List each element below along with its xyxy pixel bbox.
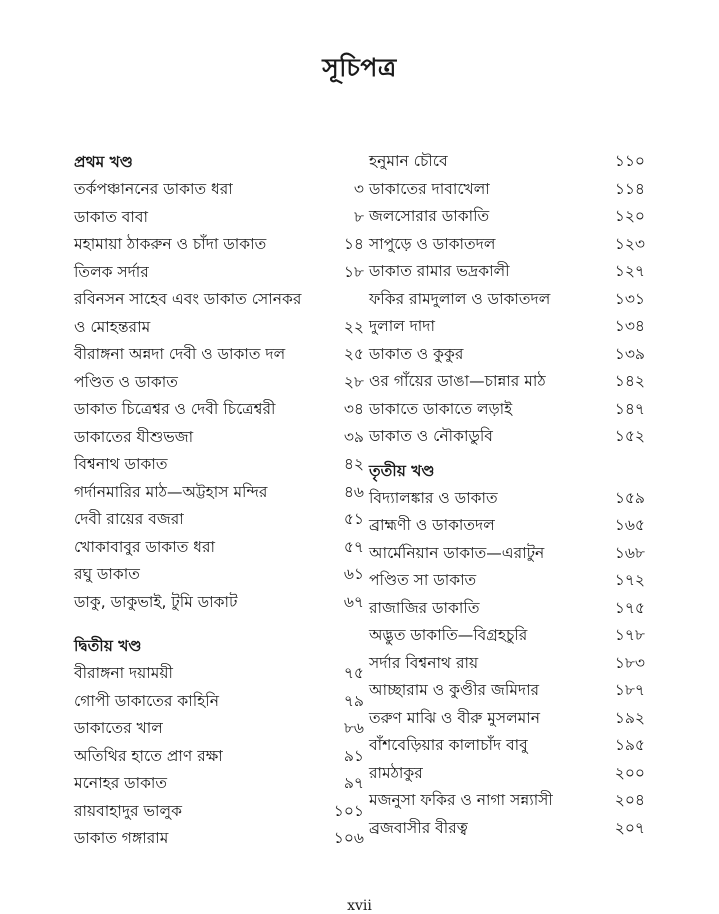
toc-entry-page: ১৩১ [614,289,645,308]
toc-entry-label: দেবী রায়ের বজরা [74,510,184,528]
toc-entry-page: ৩৯ [343,427,364,446]
toc-entry-page: ৪৬ [343,482,364,501]
toc-entry[interactable] [74,589,364,617]
toc-entry[interactable] [74,396,364,424]
toc-entry[interactable] [369,231,645,259]
toc-entry[interactable] [369,595,645,623]
toc-right-column [369,148,645,842]
toc-entry[interactable] [369,760,645,788]
toc-entry-label: রাজাজির ডাকাতি [369,598,480,617]
toc-entry-label: আচ্ছারাম ও কুণ্ডীর জমিদার [369,681,540,699]
toc-entry[interactable] [369,815,645,843]
toc-entry-label: তরুণ মাঝি ও বীরু মুসলমান [369,708,540,727]
toc-entry-label: মজনুসা ফকির ও নাগা সন্ন্যাসী [369,791,553,809]
toc-entry[interactable] [369,286,645,314]
toc-entry-label: রবিনসন সাহেব এবং ডাকাত সোনকর [74,290,302,308]
toc-entry[interactable] [369,512,645,540]
toc-entry-label: গোপী ডাকাতের কাহিনি [74,691,219,710]
toc-entry-page: ৭৫ [343,664,364,682]
toc-entry-page: ২০৪ [614,791,645,809]
toc-entry-label: পণ্ডিত ও ডাকাত [74,372,178,391]
section-heading-part-3: তৃতীয় খণ্ড [369,461,435,480]
toc-entry-label: গর্দানমারির মাঠ—অট্টহাস মন্দির [74,482,268,501]
toc-entry-label: তর্কপঞ্চাননের ডাকাত ধরা [74,180,233,198]
toc-entry-page: ৯১ [343,746,364,765]
toc-entry-page: ১২০ [614,207,645,225]
toc-entry-label: ডাকাতের খাল [74,719,163,737]
toc-entry-page: ১৭৫ [614,598,645,617]
toc-entry-page: ১৯২ [614,708,645,727]
toc-entry-label: ব্রজবাসীর বীরত্ব [369,818,468,837]
toc-entry-label: ও মোহন্তরাম [74,317,151,336]
toc-entry[interactable] [74,259,364,287]
toc-entry[interactable] [369,567,645,595]
toc-entry[interactable] [74,479,364,507]
toc-entry[interactable] [74,798,364,826]
toc-entry-page: ২০০ [614,763,645,782]
toc-entry[interactable] [369,258,645,286]
toc-list-part-3 [369,485,645,843]
toc-entry[interactable] [74,451,364,479]
toc-entry-page: ১৩৪ [614,317,645,335]
toc-entry[interactable] [369,203,645,231]
toc-entry[interactable] [369,423,645,451]
toc-entry-page: ১৪ [343,235,364,253]
toc-entry-page: ১৮ [343,262,364,281]
toc-entry-label: বাঁশবেড়িয়ার কালাচাঁদ বাবু [369,736,528,754]
toc-entry[interactable] [74,176,364,204]
section-heading-part-2: দ্বিতীয় খণ্ড [74,637,142,655]
toc-entry-label: বীরাঙ্গনা দয়াময়ী [74,664,173,682]
toc-entry-label: রায়বাহাদুর ভালুক [74,801,182,820]
toc-entry-label: সাপুড়ে ও ডাকাতদল [369,234,496,253]
toc-entry-page: ১১৪ [614,179,645,198]
toc-entry-page: ১০৬ [333,829,364,847]
toc-entry[interactable] [74,660,364,688]
toc-entry-label: ডাকাত ও কুকুর [369,344,464,363]
toc-entry-page: ১৪২ [614,372,645,390]
toc-entry-page: ৮৬ [343,719,364,737]
toc-entry-page: ২০৭ [614,818,645,837]
toc-entry-page: ৩ [353,180,364,198]
toc-entry-page: ১৪৭ [614,399,645,418]
toc-entry-page: ৭৯ [343,691,364,710]
toc-entry[interactable] [369,396,645,424]
toc-entry[interactable] [74,204,364,232]
toc-entry[interactable] [74,506,364,534]
toc-entry-page: ১৯৫ [614,736,645,754]
toc-entry-page: ২৫ [343,345,364,363]
toc-entry[interactable] [369,787,645,815]
toc-entry-label: হনুমান চৌবে [369,152,448,170]
toc-entry[interactable] [74,688,364,716]
toc-entry-page: ৩৪ [343,400,364,418]
toc-entry[interactable] [369,341,645,369]
toc-entry-label: রঘু ডাকাত [74,565,140,583]
toc-entry-page: ২৮ [343,372,364,391]
toc-list-part-1a [74,176,364,286]
page-number: xvii [347,898,372,914]
toc-entry[interactable] [74,715,364,743]
toc-entry-label: জলসোরার ডাকাতি [369,207,490,225]
toc-entry-page: ৪২ [343,455,364,473]
toc-entry-label: অতিথির হাতে প্রাণ রক্ষা [74,746,223,765]
section-heading-part-1: প্রথম খণ্ড [74,153,133,171]
toc-list-part-2 [74,660,364,853]
toc-entry-page: ২২ [343,317,364,336]
toc-entry[interactable] [369,705,645,733]
toc-entry-label: ডাকাতে ডাকাতে লড়াই [369,399,513,418]
toc-entry[interactable] [369,485,645,513]
toc-entry[interactable] [369,732,645,760]
toc-entry[interactable] [74,424,364,452]
toc-entry-page: ৫৭ [343,537,364,556]
toc-entry-label: খোকাবাবুর ডাকাত ধরা [74,537,216,556]
toc-entry[interactable] [369,148,645,176]
toc-entry-label: ব্রাহ্মণী ও ডাকাতদল [369,516,495,534]
toc-entry-label: ফকির রামদুলাল ও ডাকাতদল [369,289,551,308]
toc-entry[interactable] [369,540,645,568]
toc-entry[interactable] [369,650,645,678]
toc-entry[interactable] [74,561,364,589]
toc-entry-page: ১৩৯ [614,344,645,363]
toc-entry-label: তিলক সর্দার [74,262,149,281]
toc-entry-page: ১২৭ [614,262,645,280]
toc-entry-label: অদ্ভুত ডাকাতি—বিগ্রহচুরি [369,626,528,644]
toc-entry-label: ডাকু, ডাকুভাই, টুমি ডাকাট [74,592,238,611]
toc-list-part-1b [74,341,364,616]
toc-entry[interactable] [369,176,645,204]
toc-entry[interactable] [74,341,364,369]
page-title: সূচিপত্র [322,53,397,82]
toc-entry-label: মহামায়া ঠাকরুন ও চাঁদা ডাকাত [74,235,267,253]
toc-list-part-2-cont [369,148,645,451]
toc-entry-page: ১২৩ [614,234,645,253]
toc-entry-label: ওর গাঁয়ের ডাঙা—চান্নার মাঠ [369,372,546,390]
toc-entry[interactable] [74,534,364,562]
toc-entry-label: ডাকাতের যীশুভজা [74,427,194,446]
toc-entry-label: ডাকাত চিত্রেশ্বর ও দেবী চিত্রেশ্বরী [74,400,276,418]
toc-left-column [74,148,364,853]
toc-entry-multiline-continued[interactable] [74,314,364,342]
toc-entry-page: ৯৭ [343,774,364,792]
toc-entry-page: ১৮৩ [614,653,645,672]
toc-entry[interactable] [74,743,364,771]
toc-entry-page: ১০১ [333,801,364,820]
toc-entry-label: ডাকাত গঙ্গারাম [74,829,169,847]
toc-entry[interactable] [369,622,645,650]
toc-entry-label: সর্দার বিশ্বনাথ রায় [369,653,479,672]
toc-entry-label: ডাকাতের দাবাখেলা [369,179,490,198]
toc-entry-label: বিশ্বনাথ ডাকাত [74,455,168,473]
toc-entry-label: আর্মেনিয়ান ডাকাত—এরাটুন [369,543,545,562]
toc-entry[interactable] [369,368,645,396]
toc-entry-page: ১৬৮ [614,543,645,562]
toc-entry[interactable] [369,313,645,341]
toc-entry-page: ৫১ [343,510,364,528]
toc-entry-label: ডাকাত বাবা [74,207,149,226]
toc-entry-label: পণ্ডিত সা ডাকাত [369,571,477,589]
toc-entry-page: ১৮৭ [614,681,645,699]
toc-entry-label: দুলাল দাদা [369,317,435,335]
toc-entry-label: বীরাঙ্গনা অন্নদা দেবী ও ডাকাত দল [74,345,286,363]
toc-entry-page: ১৭২ [614,571,645,589]
toc-entry-page: ১৫৯ [614,488,645,507]
toc-entry[interactable] [74,369,364,397]
toc-entry-label: রামঠাকুর [369,763,423,782]
toc-entry[interactable] [74,770,364,798]
toc-entry-page: ১৫২ [614,427,645,445]
toc-entry-page: ৬১ [343,565,364,583]
toc-entry-multiline[interactable] [74,286,364,314]
toc-entry-page: ৬৭ [343,592,364,611]
toc-entry-page: ৮ [353,207,364,226]
toc-entry-label: বিদ্যালঙ্কার ও ডাকাত [369,488,498,507]
toc-entry[interactable] [74,231,364,259]
toc-entry[interactable] [369,677,645,705]
toc-entry-page: ১৭৮ [614,626,645,644]
toc-entry-label: মনোহর ডাকাত [74,774,168,792]
toc-entry-page: ১৬৫ [614,516,645,534]
toc-entry-page: ১১০ [614,152,645,170]
toc-entry[interactable] [74,825,364,853]
toc-entry-label: ডাকাত ও নৌকাডুবি [369,427,493,445]
toc-entry-label: ডাকাত রামার ভদ্রকালী [369,262,510,280]
